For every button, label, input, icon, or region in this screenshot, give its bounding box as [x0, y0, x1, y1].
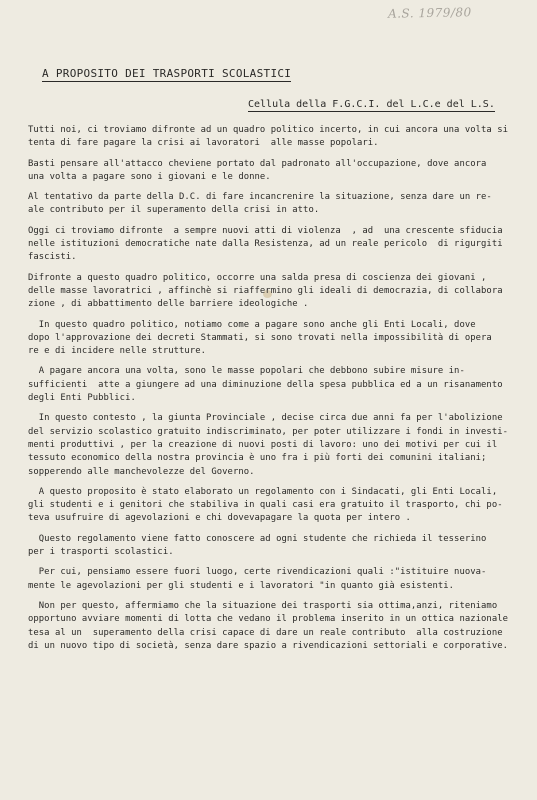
text-line: menti produttivi , per la creazione di nuovi posti di lavoro: uno dei motivi per cui il: [28, 439, 498, 450]
paragraph: [28, 124, 508, 151]
text-line: teva usufruire di agevolazioni e chi dovevapagare la quota per intero .: [28, 513, 411, 524]
text-line: per i trasporti scolastici.: [28, 547, 174, 558]
text-line: A pagare ancora una volta, sono le masse popolari che debbono subire misure in-: [28, 366, 465, 377]
text-line: Oggi ci troviamo difronte a sempre nuovi atti di violenza , ad una crescente sfiducia: [28, 225, 503, 236]
text-line: del servizio scolastico gratuito indiscriminato, per poter utilizzare i fondi in investi-: [28, 426, 508, 437]
text-line: delle masse lavoratrici , affinchè si riaffermino gli ideali di democrazia, di collabora: [28, 285, 503, 296]
archive-note: A.S. 1979/80: [387, 5, 472, 21]
text-line: sufficienti atte a giungere ad una diminuzione della spesa pubblica ed a un risanamento: [28, 379, 503, 390]
text-line: Al tentativo da parte della D.C. di fare incancrenire la situazione, senza dare un re-: [28, 192, 492, 203]
text-line: mente le agevolazioni per gli studenti e i lavoratori "in quanto già esistenti.: [28, 580, 455, 591]
paragraph: [28, 566, 508, 593]
text-line: Non per questo, affermiamo che la situazione dei trasporti sia ottima,anzi, riteniamo: [28, 600, 498, 611]
text-line: sopperendo alle manchevolezze del Governo.: [28, 466, 255, 477]
paragraph: [28, 533, 508, 560]
text-line: ale contributo per il superamento della crisi in atto.: [28, 205, 320, 216]
document-body: [28, 124, 508, 660]
paragraph: [28, 272, 508, 312]
paragraph: [28, 225, 508, 265]
text-line: In questo contesto , la giunta Provinciale , decise circa due anni fa per l'abolizione: [28, 413, 503, 424]
text-line: una volta a pagare sono i giovani e le donne.: [28, 171, 271, 182]
text-line: degli Enti Pubblici.: [28, 393, 136, 404]
paragraph: [28, 319, 508, 359]
text-line: dopo l'approvazione dei decreti Stammati, si sono trovati nella impossibilità di opera: [28, 332, 492, 343]
text-line: tenta di fare pagare la crisi ai lavoratori alle masse popolari.: [28, 138, 379, 149]
text-line: tessuto economico della nostra provincia è uno fra i più forti dei comunini italiani;: [28, 453, 487, 464]
text-line: tesa al un superamento della crisi capace di dare un reale contributo alla costruzione: [28, 627, 503, 638]
text-line: fascisti.: [28, 252, 77, 263]
text-line: Per cui, pensiamo essere fuori luogo, certe rivendicazioni quali :"istituire nuova-: [28, 567, 487, 578]
paragraph: [28, 412, 508, 478]
paragraph: [28, 486, 508, 526]
text-line: Basti pensare all'attacco cheviene portato dal padronato all'occupazione, dove ancora: [28, 158, 487, 169]
text-line: zione , di abbattimento delle barriere ideologiche .: [28, 299, 309, 310]
text-line: Difronte a questo quadro politico, occorre una salda presa di coscienza dei giovani ,: [28, 272, 487, 283]
text-line: Questo regolamento viene fatto conoscere ad ogni studente che richieda il tesserino: [28, 533, 487, 544]
paragraph: [28, 365, 508, 405]
paragraph: [28, 191, 508, 218]
text-line: Tutti noi, ci troviamo difronte ad un quadro politico incerto, in cui ancora una volta si: [28, 125, 508, 135]
text-line: opportuno avviare momenti di lotta che vedano il problema inserito in un ottica nazionale: [28, 614, 508, 625]
text-line: nelle istituzioni democratiche nate dalla Resistenza, ad un reale pericolo di rigurgiti: [28, 239, 503, 250]
text-line: gli studenti e i genitori che stabiliva in quali casi era gratuito il trasporto, chi po-: [28, 500, 503, 511]
text-line: In questo quadro politico, notiamo come a pagare sono anche gli Enti Locali, dove: [28, 319, 476, 330]
text-line: di un nuovo tipo di società, senza dare spazio a rivendicazioni settoriali e corporative.: [28, 640, 508, 651]
document-title: A PROPOSITO DEI TRASPORTI SCOLASTICI: [42, 67, 292, 80]
paragraph: [28, 600, 508, 653]
text-line: A questo proposito è stato elaborato un regolamento con i Sindacati, gli Enti Locali,: [28, 486, 498, 497]
text-line: re e di incidere nelle strutture.: [28, 346, 206, 357]
paragraph: [28, 158, 508, 185]
document-author: Cellula della F.G.C.I. del L.C.e del L.S.: [248, 99, 495, 110]
